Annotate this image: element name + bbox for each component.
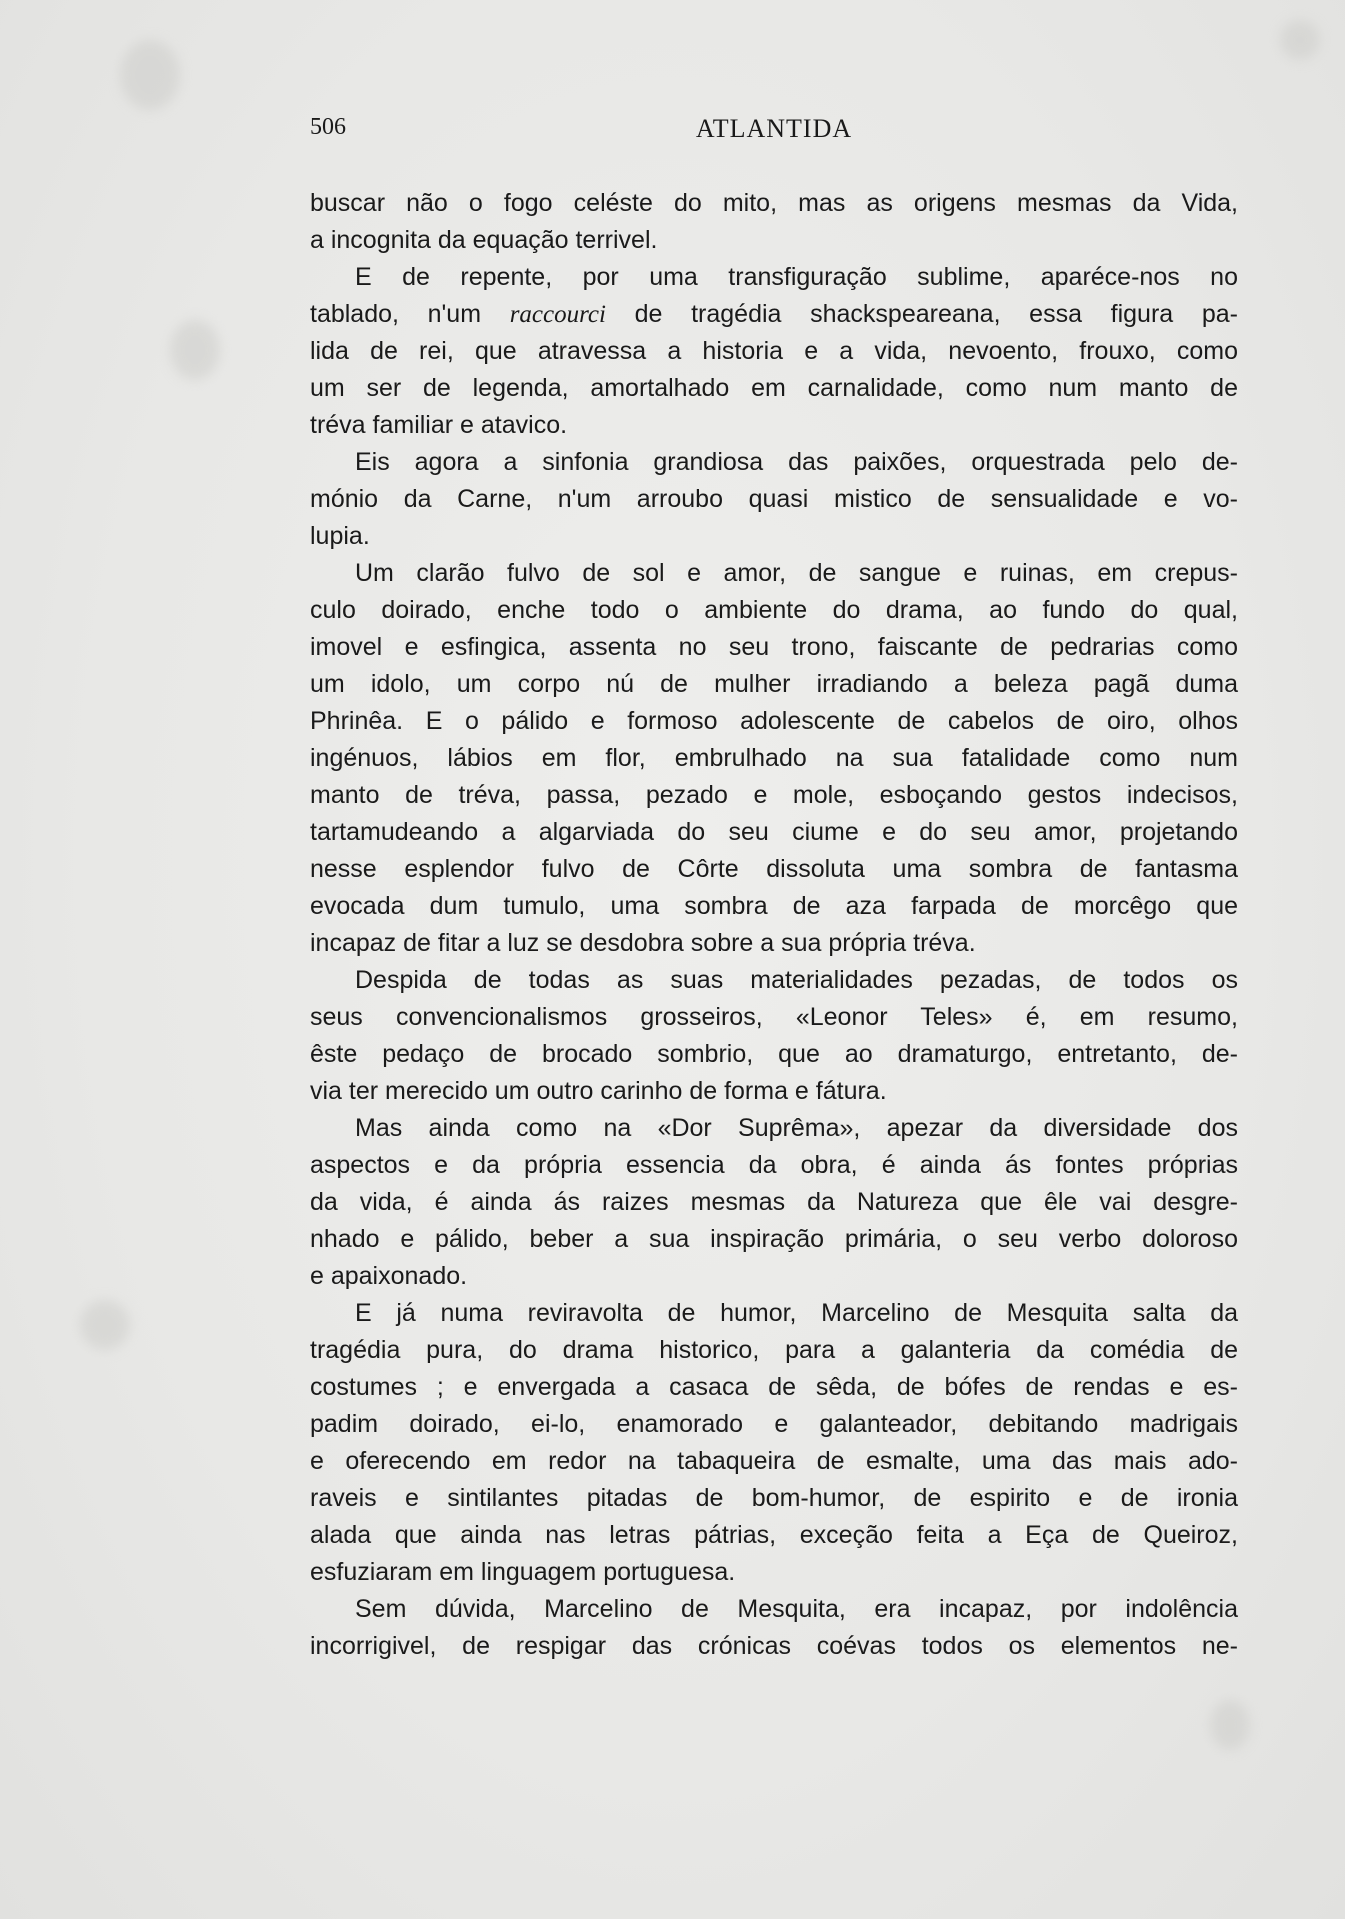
text-line: mónio da Carne, n'um arroubo quasi mistico de sensualidade e vo- bbox=[310, 485, 1238, 513]
text-line: ingénuos, lábios em flor, embrulhado na sua fatalidade como num bbox=[310, 744, 1238, 772]
text-line: nhado e pálido, beber a sua inspiração primária, o seu verbo doloroso bbox=[310, 1225, 1238, 1253]
text-line: manto de tréva, passa, pezado e mole, esboçando gestos indecisos, bbox=[310, 781, 1238, 809]
page-header bbox=[310, 114, 1238, 154]
text-line: tréva familiar e atavico. bbox=[310, 411, 568, 439]
text-line: Eis agora a sinfonia grandiosa das paixões, orquestrada pelo de- bbox=[355, 448, 1238, 476]
text-line: lupia. bbox=[310, 522, 370, 550]
text-line: culo doirado, enche todo o ambiente do drama, ao fundo do qual, bbox=[310, 596, 1238, 624]
text-line: um idolo, um corpo nú de mulher irradiando a beleza pagã duma bbox=[310, 670, 1238, 698]
text-line: padim doirado, ei-lo, enamorado e galanteador, debitando madrigais bbox=[310, 1410, 1238, 1438]
running-title: ATLANTIDA bbox=[695, 114, 853, 143]
text-line: costumes ; e envergada a casaca de sêda, de bófes de rendas e es- bbox=[310, 1373, 1238, 1401]
text-line: imovel e esfingica, assenta no seu trono, faiscante de pedrarias como bbox=[310, 633, 1238, 661]
text-line: Sem dúvida, Marcelino de Mesquita, era incapaz, por indolência bbox=[355, 1595, 1238, 1623]
text-line: Mas ainda como na «Dor Suprêma», apezar da diversidade dos bbox=[355, 1114, 1238, 1142]
text-line: incorrigivel, de respigar das crónicas coévas todos os elementos ne- bbox=[310, 1632, 1238, 1660]
text-line bbox=[310, 296, 1238, 333]
text-line: tartamudeando a algarviada do seu ciume e do seu amor, projetando bbox=[310, 818, 1238, 846]
text-line: seus convencionalismos grosseiros, «Leonor Teles» é, em resumo, bbox=[310, 1003, 1238, 1031]
text-segment: de tragédia shackspeareana, essa figura pa- bbox=[605, 300, 1238, 328]
text-line: alada que ainda nas letras pátrias, exceção feita a Eça de Queiroz, bbox=[310, 1521, 1238, 1549]
text-line: E de repente, por uma transfiguração sublime, aparéce-nos no bbox=[355, 263, 1238, 291]
text-line: um ser de legenda, amortalhado em carnalidade, como num manto de bbox=[310, 374, 1238, 402]
paper-stain bbox=[120, 40, 180, 110]
text-line: lida de rei, que atravessa a historia e a vida, nevoento, frouxo, como bbox=[310, 337, 1238, 365]
text-line: raveis e sintilantes pitadas de bom-humor, de espirito e de ironia bbox=[310, 1484, 1238, 1512]
text-line: e apaixonado. bbox=[310, 1262, 468, 1290]
italic-term: raccourci bbox=[509, 301, 606, 328]
text-line: da vida, é ainda ás raizes mesmas da Natureza que êle vai desgre- bbox=[310, 1188, 1238, 1216]
paper-stain bbox=[1210, 1700, 1250, 1750]
text-segment: tablado, n'um bbox=[310, 300, 510, 328]
text-line: nesse esplendor fulvo de Côrte dissoluta uma sombra de fantasma bbox=[310, 855, 1238, 883]
text-line: e oferecendo em redor na tabaqueira de esmalte, uma das mais ado- bbox=[310, 1447, 1238, 1475]
text-line: Um clarão fulvo de sol e amor, de sangue e ruinas, em crepus- bbox=[355, 559, 1238, 587]
text-line: incapaz de fitar a luz se desdobra sobre a sua própria tréva. bbox=[310, 929, 976, 957]
text-line: esfuziaram em linguagem portuguesa. bbox=[310, 1558, 736, 1586]
text-line: Phrinêa. E o pálido e formoso adolescente de cabelos de oiro, olhos bbox=[310, 707, 1238, 735]
page-number: 506 bbox=[310, 114, 346, 140]
text-line: via ter merecido um outro carinho de forma e fátura. bbox=[310, 1077, 887, 1105]
text-line: êste pedaço de brocado sombrio, que ao dramaturgo, entretanto, de- bbox=[310, 1040, 1238, 1068]
text-line: aspectos e da própria essencia da obra, é ainda ás fontes próprias bbox=[310, 1151, 1238, 1179]
text-line: buscar não o fogo celéste do mito, mas as origens mesmas da Vida, bbox=[310, 189, 1238, 217]
paper-stain bbox=[170, 320, 220, 380]
paper-stain bbox=[1280, 20, 1320, 60]
text-line: evocada dum tumulo, uma sombra de aza farpada de morcêgo que bbox=[310, 892, 1238, 920]
text-line: tragédia pura, do drama historico, para a galanteria da comédia de bbox=[310, 1336, 1238, 1364]
text-line: a incognita da equação terrivel. bbox=[310, 226, 658, 254]
body-text bbox=[310, 185, 1238, 1665]
text-line: E já numa reviravolta de humor, Marcelino de Mesquita salta da bbox=[355, 1299, 1238, 1327]
paper-stain bbox=[80, 1300, 130, 1350]
text-line: Despida de todas as suas materialidades pezadas, de todos os bbox=[355, 966, 1238, 994]
